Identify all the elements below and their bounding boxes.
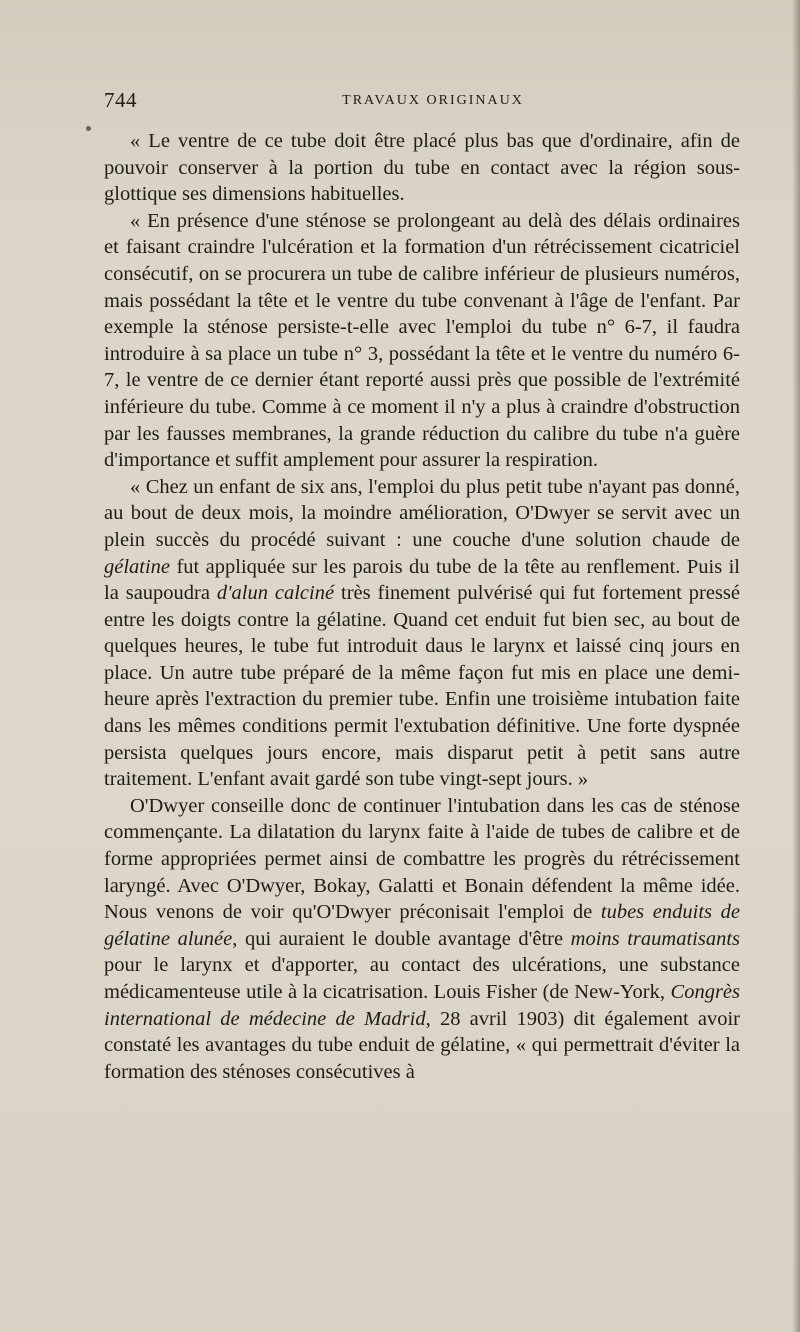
running-title: TRAVAUX ORIGINAUX [342, 93, 524, 108]
italic-text: gélatine [104, 555, 171, 578]
paragraph [104, 474, 740, 793]
text-run: « Chez un enfant de six ans, l'emploi du plus petit tube n'ayant pas donné, au bout de deux mois, la moindre amélioration, O'Dwyer se servit avec un plein succès du procédé suivant : une couche d'une solution chaude de [104, 475, 740, 551]
text-run: pour le larynx et d'apporter, au contact des ulcérations, une substance médicamenteuse utile à la cicatrisation. Louis Fisher (de New-York, [104, 954, 740, 1003]
text-run: très finement pulvérisé qui fut fortement pressé entre les doigts contre la gélatine. Quand cet enduit fut bien sec, au bout de quelques heures, le tube fut introduit daus le larynx et laissé cinq jours en place. Un autre tube préparé de la même façon fut mis en place une demi-heure après l'extraction du premier tube. Enfin une troisième intubation faite dans les mêmes conditions permit l'extubation définitive. Une forte dyspnée persista quelques jours encore, mais disparut petit à petit sans autre traitement. L'enfant avait gardé son tube vingt-sept jours. » [104, 582, 740, 791]
text-run: , 28 avril 1903) dit également avoir constaté les avantages du tube enduit de gélatine, « qui permettrait d'éviter la formation des sténoses consécutives à [104, 1007, 741, 1083]
italic-text: Congrès international de médecine de Madrid [104, 981, 740, 1030]
page-edge-shadow [792, 0, 800, 1332]
text-run: , qui auraient le double avantage d'être [232, 927, 571, 950]
italic-text: d'alun calciné [216, 582, 335, 605]
text-run: fut appliquée sur les parois du tube de la tête au renflement. Puis il la saupoudra [104, 555, 740, 605]
page-number: 744 [104, 88, 137, 112]
text-run: « Le ventre de ce tube doit être placé plus bas que d'ordinaire, afin de pouvoir conserver à la portion du tube en contact avec la région sous-glottique ses dimensions habituelles. [104, 130, 740, 206]
page-header [104, 88, 744, 118]
print-speck [86, 126, 91, 131]
paragraph [104, 208, 740, 474]
italic-text: moins traumatisants [570, 927, 740, 950]
paragraph [104, 128, 740, 208]
paragraph [104, 793, 740, 1086]
text-run: O'Dwyer conseille donc de continuer l'intubation dans les cas de sténose commençante. La dilatation du larynx faite à l'aide de tubes de calibre et de forme appropriées permet ainsi de combattre les progrès du rétrécissement laryngé. Avec O'Dwyer, Bokay, Galatti et Bonain défendent la même idée. Nous venons de voir qu'O'Dwyer préconisait l'emploi de [104, 794, 740, 924]
italic-text: tubes enduits de gélatine alunée [104, 901, 740, 950]
text-run: « En présence d'une sténose se prolongeant au delà des délais ordinaires et faisant craindre l'ulcération et la formation d'un rétrécissement cicatriciel consécutif, on se procurera un tube de calibre inférieur de plusieurs numéros, mais possédant la tête et le ventre du tube convenant à l'âge de l'enfant. Par exemple la sténose persiste-t-elle avec l'emploi du tube n° 6-7, il faudra introduire à sa place un tube n° 3, possédant la tête et le ventre du numéro 6-7, le ventre de ce dernier étant reporté aussi près que possible de l'extrémité inférieure du tube. Comme à ce moment il n'y a plus à craindre d'obstruction par les fausses membranes, la grande réduction du calibre du tube n'a guère d'importance et suffit amplement pour assurer la respiration. [104, 209, 740, 472]
body-text [104, 128, 740, 1085]
